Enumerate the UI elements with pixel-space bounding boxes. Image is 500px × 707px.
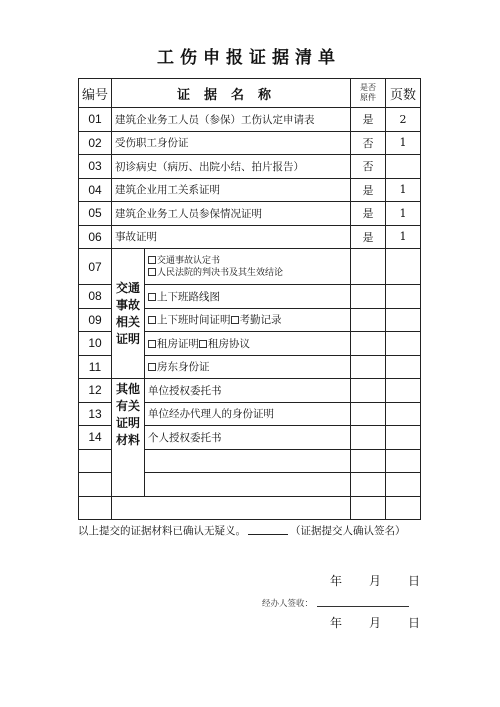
row-pages [386,155,421,179]
table-row [79,225,421,249]
handler-date [330,614,420,631]
row-pages: 1 [386,178,421,202]
row-item: 上下班路线图 [145,285,351,309]
signature-line[interactable] [248,534,288,535]
row-item: 事故证明 [112,225,351,249]
submitter-date [330,572,420,589]
date-day: 日 [407,574,420,588]
checkbox-icon[interactable] [148,293,156,301]
table-row [79,202,421,226]
row-original: 是 [351,225,386,249]
row-original: 是 [351,108,386,132]
checkbox-icon[interactable] [148,268,156,276]
row-no: 02 [79,131,112,155]
row-no: 01 [79,108,112,132]
table-row [79,178,421,202]
row-no: 03 [79,155,112,179]
row-item [145,449,351,473]
traffic-group-label: 交通事故相关证明 [112,249,145,379]
table-row [79,131,421,155]
row-item: 建筑企业务工人员参保情况证明 [112,202,351,226]
row-original: 否 [351,131,386,155]
row-no: 06 [79,225,112,249]
evidence-list-sheet [78,32,420,514]
row-original [351,402,386,426]
confirmation-statement [78,523,422,538]
row-item [145,473,351,497]
date-month: 月 [368,616,381,630]
checkbox-icon[interactable] [148,340,156,348]
row-no: 12 [79,379,112,403]
row-pages [386,426,421,450]
date-month: 月 [368,574,381,588]
row-original [351,426,386,450]
checkbox-icon[interactable] [199,340,207,348]
row-original [351,308,386,332]
date-day: 日 [407,616,420,630]
row-item: 个人授权委托书 [145,426,351,450]
row-no [79,473,112,497]
row-no: 14 [79,426,112,450]
header-name: 证据名称 [112,79,351,108]
row-no: 04 [79,178,112,202]
row-original [351,496,386,520]
checkbox-icon[interactable] [148,316,156,324]
row-pages [386,449,421,473]
row-original: 是 [351,178,386,202]
row-item: 受伤职工身份证 [112,131,351,155]
row-item: 单位授权委托书 [145,379,351,403]
header-original: 是否 原件 [351,79,386,108]
row-pages [386,496,421,520]
row-no: 05 [79,202,112,226]
handler-signature-line[interactable] [317,606,409,607]
row-item: 建筑企业务工人员（参保）工伤认定申请表 [112,108,351,132]
date-year: 年 [330,616,343,630]
row-original [351,285,386,309]
row-pages [386,402,421,426]
row-pages [386,308,421,332]
row-pages: 1 [386,131,421,155]
table-row [79,155,421,179]
row-original [351,473,386,497]
row-no [79,449,112,473]
table-row [79,108,421,132]
row-no: 13 [79,402,112,426]
evidence-table [78,78,421,520]
row-pages [386,285,421,309]
row-original [351,449,386,473]
table-row [79,379,421,403]
date-year: 年 [330,574,343,588]
handler-label: 经办人签收： [262,598,314,608]
header-pages: 页数 [386,79,421,108]
row-original [351,332,386,356]
row-original [351,249,386,285]
row-item: 单位经办代理人的身份证明 [145,402,351,426]
handler-sign [262,597,409,609]
row-item: 上下班时间证明 考勤记录 [145,308,351,332]
checkbox-icon[interactable] [148,363,156,371]
row-pages: 1 [386,225,421,249]
row-no: 09 [79,308,112,332]
row-item: 建筑企业用工关系证明 [112,178,351,202]
table-header-row [79,79,421,108]
row-no: 07 [79,249,112,285]
other-group-label: 其他有关证明材料 [112,379,145,497]
row-item: 租房证明 租房协议 [145,332,351,356]
confirm-text: 以上提交的证据材料已确认无疑义。 [78,525,246,537]
row-no [79,496,112,520]
row-pages [386,332,421,356]
table-row [79,249,421,285]
row-pages [386,473,421,497]
row-original: 否 [351,155,386,179]
row-item: 交通事故认定书 人民法院的判决书及其生效结论 [145,249,351,285]
row-item [112,496,351,520]
page-title: 工伤申报证据清单 [157,47,341,68]
checkbox-icon[interactable] [231,316,239,324]
row-original [351,379,386,403]
checkbox-icon[interactable] [148,256,156,264]
row-item: 初诊病史（病历、出院小结、拍片报告） [112,155,351,179]
table-row [79,496,421,520]
row-no: 08 [79,285,112,309]
row-original: 是 [351,202,386,226]
row-item: 房东身份证 [145,355,351,379]
row-no: 10 [79,332,112,356]
row-pages [386,249,421,285]
row-pages [386,355,421,379]
row-pages [386,379,421,403]
row-no: 11 [79,355,112,379]
row-pages: 2 [386,108,421,132]
row-original [351,355,386,379]
confirm-note: （证据提交人确认签名） [290,525,406,537]
header-no: 编号 [79,79,112,108]
row-pages: 1 [386,202,421,226]
